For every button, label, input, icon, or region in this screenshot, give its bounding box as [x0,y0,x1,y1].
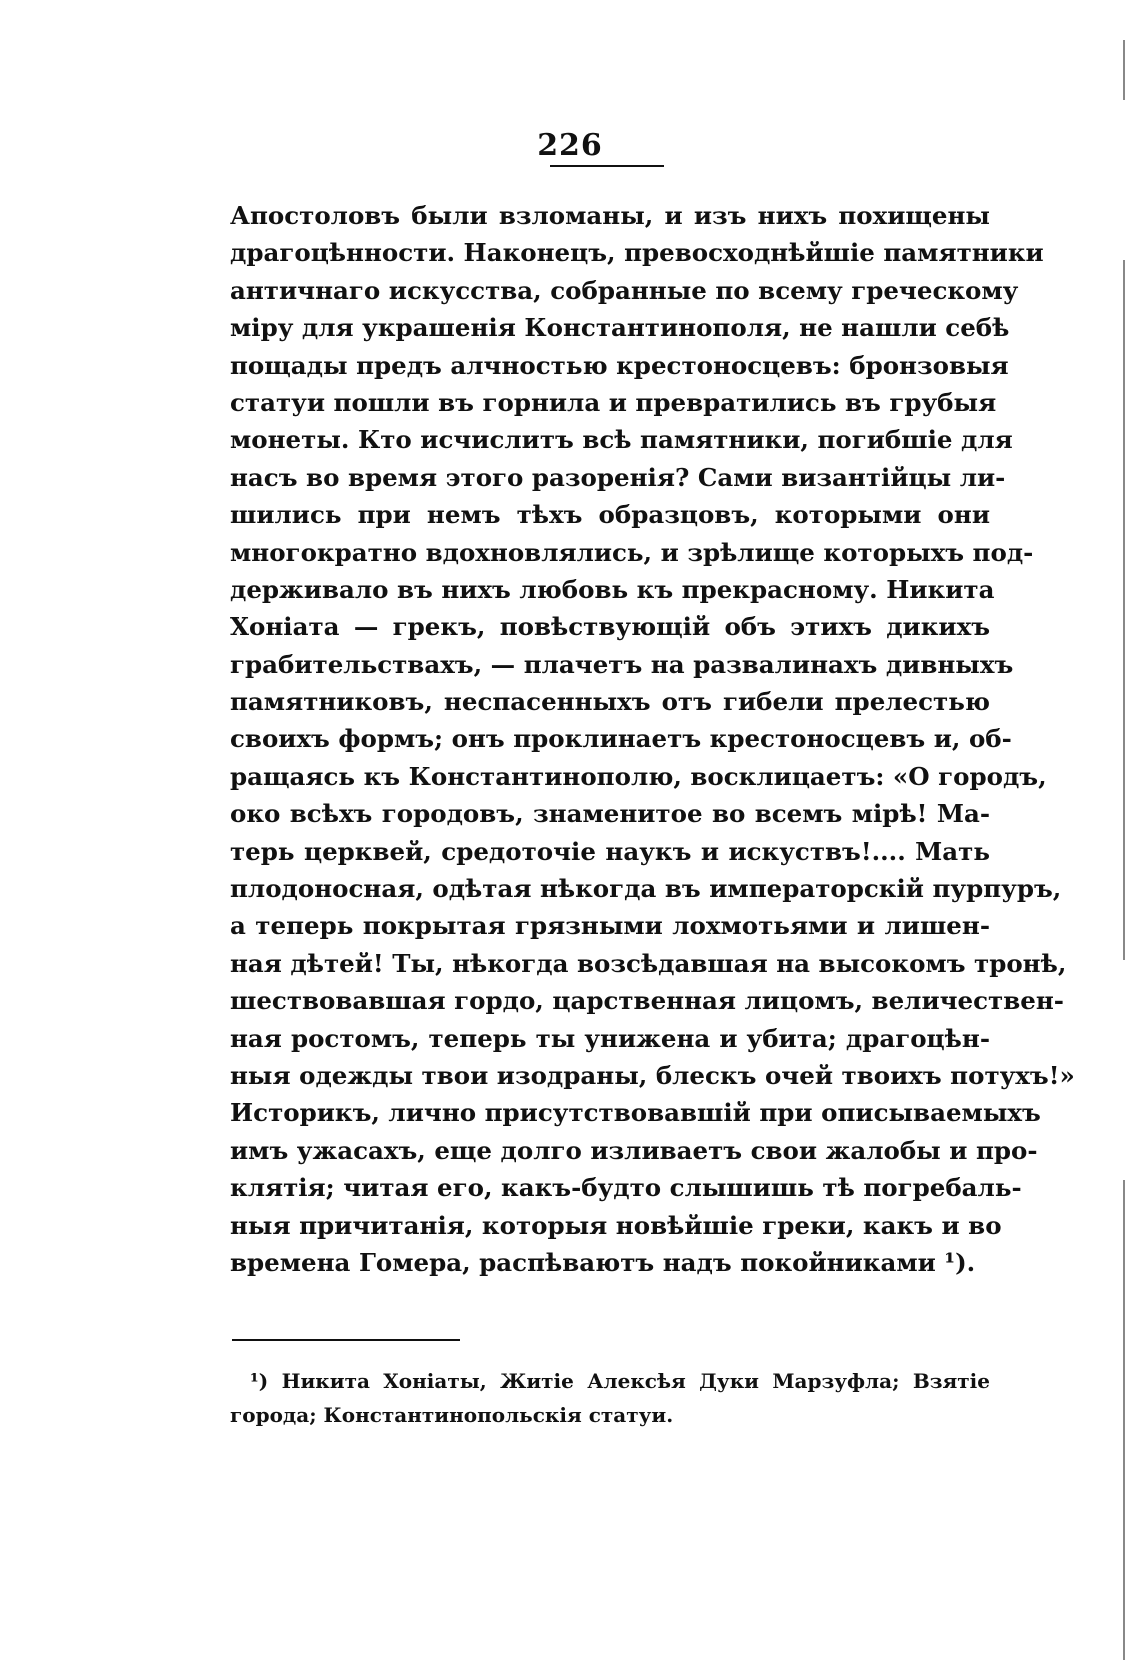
text-line: памятниковъ, неспасенныхъ отъ гибели прелестью [230,687,990,717]
footnote-line: ¹) Никита Хоніаты, Житіе Алексѣя Дуки Марзуфла; Взятіе [250,1369,990,1393]
footnote-divider [232,1339,460,1341]
text-line: многократно вдохновлялись, и зрѣлище которыхъ под- [230,537,1034,567]
scan-margin-mark [1123,1180,1125,1660]
page-number-rule [550,165,664,167]
text-line: клятія; читая его, какъ-будто слышишь тѣ погребаль- [230,1173,1022,1203]
text-line: драгоцѣнности. Наконецъ, превосходнѣйшіе памятники [230,238,1044,268]
footnote [230,1364,990,1432]
text-line: ная ростомъ, теперь ты унижена и убита; драгоцѣн- [230,1023,990,1053]
scan-margin-mark [1123,40,1125,100]
text-line: своихъ формъ; онъ проклинаетъ крестоносцевъ и, об- [230,724,1012,754]
text-line: шествовавшая гордо, царственная лицомъ, величествен- [230,986,1064,1016]
text-line: а теперь покрытая грязными лохмотьями и лишен- [230,911,990,941]
text-line: плодоносная, одѣтая нѣкогда въ императорскій пурпуръ, [230,874,1062,904]
text-line: держивало въ нихъ любовь къ прекрасному. Никита [230,574,995,604]
text-line: времена Гомера, распѣваютъ надъ покойниками ¹). [230,1247,976,1277]
text-line: Хоніата — грекъ, повѣствующій объ этихъ дикихъ [230,612,990,642]
footnote-line: города; Константинопольскія статуи. [230,1403,674,1427]
text-line: око всѣхъ городовъ, знаменитое во всемъ мірѣ! Ма- [230,799,990,829]
text-line: Апостоловъ были взломаны, и изъ нихъ похищены [230,201,990,230]
text-line: пощады предъ алчностью крестоносцевъ: бронзовыя [230,350,1009,380]
text-line: ныя причитанія, которыя новѣйшіе греки, какъ и во [230,1210,1002,1240]
text-line: монеты. Кто исчислитъ всѣ памятники, погибшіе для [230,425,1013,455]
text-line: имъ ужасахъ, еще долго изливаетъ свои жалобы и про- [230,1135,1038,1165]
text-line: ная дѣтей! Ты, нѣкогда возсѣдавшая на высокомъ тронѣ, [230,948,1067,978]
text-line: античнаго искусства, собранные по всему греческому [230,275,1019,305]
text-line: міру для украшенія Константинополя, не нашли себѣ [230,313,1010,343]
text-line: статуи пошли въ горнила и превратились въ грубыя [230,387,997,417]
main-text [230,197,1075,1281]
page-number: 226 [537,128,603,163]
text-line: шились при немъ тѣхъ образцовъ, которыми они [230,500,990,530]
text-line: насъ во время этого разоренія? Сами византійцы ли- [230,462,1006,492]
text-line: Историкъ, лично присутствовавшій при описываемыхъ [230,1098,1041,1128]
text-line: грабительствахъ, — плачетъ на развалинахъ дивныхъ [230,649,1014,679]
text-line: ращаясь къ Константинополю, восклицаетъ: «О городъ, [230,761,1047,791]
text-line: терь церквей, средоточіе наукъ и искуствъ!.... Мать [230,836,990,866]
scan-margin-mark [1123,260,1125,960]
text-line: ныя одежды твои изодраны, блескъ очей твоихъ потухъ!» [230,1060,1075,1090]
